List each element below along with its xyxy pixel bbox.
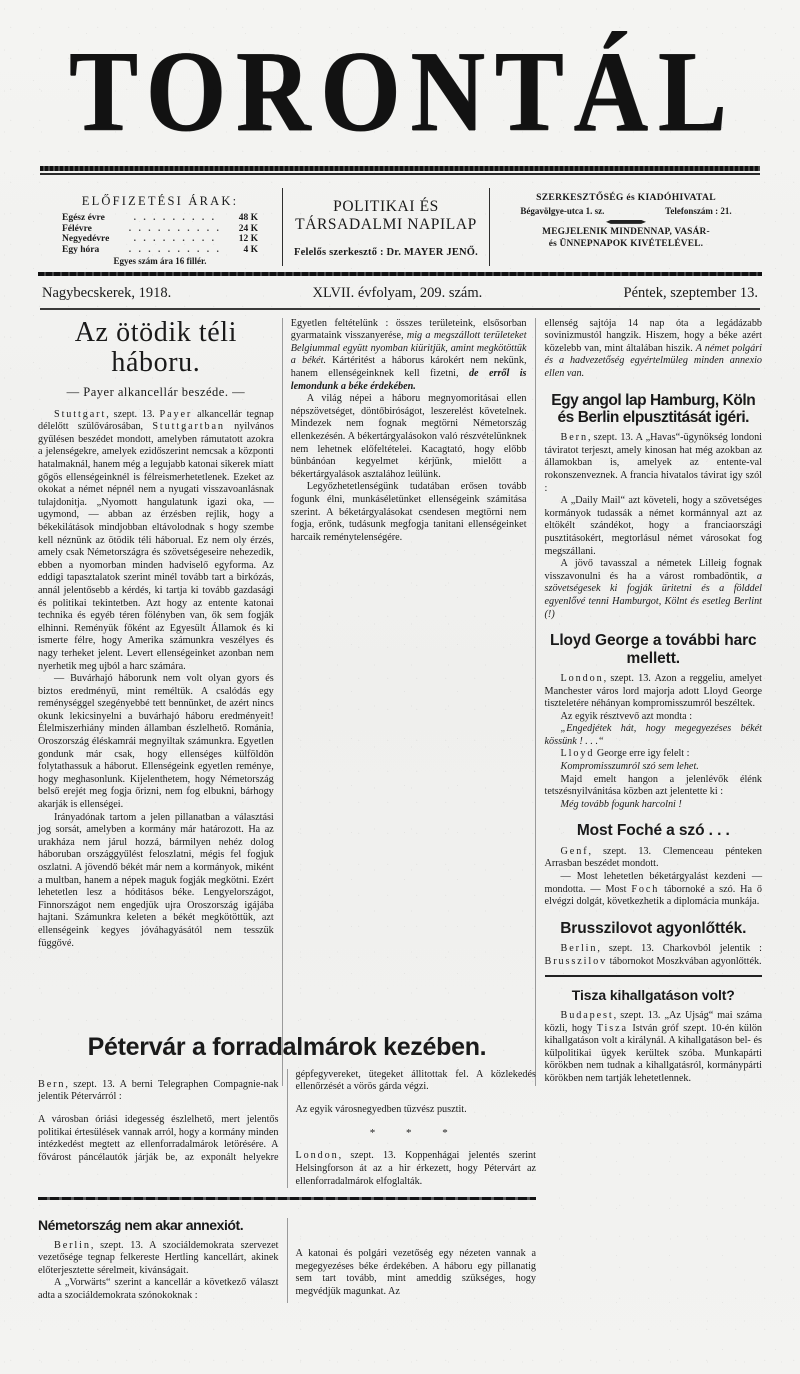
dateline-stuttgartban: Stuttgartban	[152, 421, 225, 433]
dateline-bern-2: Bern	[38, 1078, 66, 1090]
office-phone: Telefonszám : 21.	[665, 205, 732, 216]
dateline-genf: Genf	[560, 845, 589, 857]
price-value: 4 K	[243, 244, 258, 255]
lloyd-paragraph-3: Lloyd George erre igy felelt :	[560, 748, 690, 760]
annexio-article	[38, 1218, 536, 1303]
annexio-paragraph-2: A „Vorwärts“ szerint a kancellár a következő választ adta a szociáldemokrata szónokoknak :	[38, 1277, 279, 1302]
masthead-rule-thick	[40, 166, 760, 171]
price-label: Egy hóra	[62, 244, 100, 255]
annexio-paragraph-1: Berlin, szept. 13. A szociáldemokrata szervezet vezetősége tegnap felkereste Hertling kancellárt, akinek előterjesztette sérelmeit, kivánságait.	[38, 1239, 279, 1276]
masthead-rule-thin	[40, 173, 760, 175]
petervar-bottom-rule	[38, 1197, 536, 1200]
lead-subheadline: — Payer alkancellár beszéde. —	[66, 385, 246, 400]
lead-paragraph-3: Irányadónak tartom a jelen pillanatban a választási jog sorsát, amelyben a kormány már határozott. Ha az urakháza nem járul hozzá, bármilyen nehéz dolog háboruban országgyűlést feloszlatni, mégis fel fogjuk oszlatni. A jövendő békét már nem a kormányok, miként a multban, hanem a népek maguk fogják megkötni. Ezért lehetetlen lesz a hóditásos béke. Lengyelországot, Finnországot nem engedjük ujra Oroszország igájába hajtani. Számunkra keleten a békét megkötöttük, azt ellenségeink kegyes jóváhagyásától nem tesszük függővé.	[38, 811, 274, 949]
petervar-paragraph-3: Az egyik városnegyedben tüzvész pusztit.	[295, 1103, 467, 1115]
column-one	[38, 318, 282, 1086]
lloyd-paragraph-1: London, szept. 13. Azon a reggeliu, amelyet Manchester város lord majorja adott Lloyd George tiszteletére néhányan kompromisszumról beszéltek.	[544, 672, 763, 710]
annexio-body-right	[296, 1218, 537, 1298]
lead-paragraph-5: A világ népei a háboru megnyomoritásai ellen népszövetséget, döntőbiróságot, leszerelést követelnek. Mindezek nem fognak megtörni Németország ellenkezésén. A békertárgyalásokon való részvételünknek nem lehetnek előfeltételei. Kacagtató, hogy előbb bünbánóan kegyelmet kérjünk, mielőtt a békertárgyalások asztalához leülünk.	[290, 393, 527, 480]
header-info-strip	[38, 182, 762, 270]
lloyd-paragraph-4: Majd emelt hangon a jelenlévők élénk tetszésnyilvánitása közben azt jelentette ki :	[544, 773, 763, 798]
annexio-body-left	[38, 1240, 279, 1303]
lead-paragraph-2: — Buvárhajó háborunk nem volt olyan gyors és biztos eredményű, mint reméltük. A csalódás egy reménységgel szegényebbé tett bennünket, de azért nincs okunk lekicsinyelni a buvárhajó háboru eredményeit! Élelmiszerhiány minden államban észlelhető. Románia, Oroszország éléskamrái megnyiltak számunkra. Egyetlen gondunk már csak, hogy ellenséges külföldön folytathassuk a háborut. Ellenségeink egyetlen reménye, hogy meghasonlunk. Kijelenthetem, hogy Németország belső erejét meg fogja őrizni, nem fog elbukni, bárhogy akarják is ellenségei.	[38, 673, 274, 811]
dateline-issue: XLVII. évfolyam, 209. szám.	[312, 285, 483, 302]
price-label: Egész évre	[62, 213, 105, 224]
dateline-date: Péntek, szeptember 13.	[623, 285, 758, 302]
dateline-budapest: Budapest	[560, 1010, 614, 1021]
price-dots: . . . . . . . . .	[133, 213, 217, 224]
name-foch: Foch	[631, 883, 660, 895]
subscription-prices-box	[38, 188, 282, 266]
office-contact	[490, 206, 762, 216]
publication-schedule-line1: MEGJELENIK MINDENNAP, VASÁR-	[542, 226, 710, 237]
newspaper-title: TORONTÁL	[69, 27, 737, 156]
office-info-box	[490, 188, 762, 266]
editor-line: Felelős szerkesztő : Dr. MAYER JENŐ.	[293, 246, 479, 258]
lloyd-quote-3: Még tovább fogunk harcolni !	[560, 798, 682, 810]
annexio-col-one	[38, 1218, 287, 1303]
dateline-london: London	[560, 672, 604, 684]
paper-type-box	[282, 188, 490, 266]
price-row	[62, 245, 258, 256]
angol-lap-paragraph-1: Bern, szept. 13. A „Havas“-ügynökség londoni táviratot terjeszt, amely kinosan hat még azokban az államokban is, amelyek az entente-val rokonszenveznek. A francia hivatalos távirat igy szól :	[544, 432, 763, 494]
name-brusszilov: Brusszilov	[544, 955, 608, 967]
price-row	[62, 234, 258, 245]
name-tisza: Tisza	[596, 1022, 628, 1034]
brusszilov-paragraph-1: Berlin, szept. 13. Charkovból jelentik : Brusszilov tábornokot Moszkvában agyonlőtték.	[544, 943, 763, 967]
price-dots: . . . . . . . . . .	[128, 223, 222, 234]
annexio-paragraph-3: A katonai és polgári vezetőség egy nézeten vannak a megegyezéses béke érdekében. A háboru egy pillanatig sem tart tovább, mint ameddig szükséges, hogy megvédjük magunkat. Az	[295, 1248, 536, 1297]
main-content	[38, 318, 762, 1086]
lead-headline: Az ötödik téli háboru.	[74, 316, 238, 379]
dateline-bern: Bern	[560, 432, 588, 444]
headline-angol-lap: Egy angol lap Hamburg, Köln és Berlin elpusztitását igéri.	[551, 391, 756, 426]
office-address: Bégavölgye-utca 1. sz.	[520, 205, 605, 216]
name-lloyd: Lloyd	[560, 748, 595, 760]
paper-type: POLITIKAI ÉS TÁRSADALMI NAPILAP	[295, 197, 477, 233]
headline-brusszilov: Brusszilovot agyonlőtték.	[560, 919, 747, 937]
lead-paragraph-1: Stuttgart, szept. 13. Payer alkancellár tegnap délelőtt szülővárosában, Stuttgartban nyilvános gyűlésen beszédet mondott, amelyben rámutatott azokra a jelenségekre, amelyek ezidőszerint nemcsak a központi hatalmaknál, hanem még a legujabb katonai sikerek miatt gőgös ellenségeinknél is félreismerhetetlenek. Ezeket az okokat a német népnél nem a nyugati visszavoanlásnak tulajdonitja. „Nyomott hangulatunk igazi oka, — ugymond, — abban az érzésben rejlik, hogy a békekilátások mindjobban eltávolodnak s hogy szembe kell néznünk az ötödik téli háborual. Ez nem oly érzés, amely csak Németországra és szövetségeseire nehezedik, ebben a nyomorban minden hadviselő egyforma. Az eddigi tapasztalatok szerint minél tovább tart a birkózás, annál jelentősebb a kérdés, ki tartja ki tovább gazdasági és politikai tekintetben. Azt hogy az entente katonai technika és egyéb téren fölényben van, ők sem fogják elhinni. Reményük főként az Egyesült Államok és ki ismerte félre, hogy Amerika számunkra veszélyes és nagy terheket jelent. Levert ellenségeinket azonban nem nyerhetik meg ujból a harc számára.	[38, 408, 274, 672]
dateline-rule	[40, 308, 760, 309]
petervar-article	[38, 1022, 536, 1207]
office-heading: SZERKESZTŐSÉG és KIADÓHIVATAL	[536, 191, 716, 203]
price-row	[62, 213, 258, 224]
price-label: Félévre	[62, 223, 92, 234]
lloyd-quote-2: Kompromisszumról szó sem lehet.	[560, 761, 699, 773]
section-rule-tisza	[545, 975, 762, 977]
foche-paragraph-2: — Most lehetetlen béketárgyalást kezdeni — mondotta. — Most Foch tábornoké a szó. Ha ő elvégzi dolgát, következhetik a diplomácia munkája.	[544, 871, 763, 908]
annexio-col-two	[287, 1218, 537, 1303]
petervar-star-divider: * * *	[369, 1126, 462, 1139]
dateline-berlin-2: Berlin	[54, 1239, 91, 1251]
col3-continuation: ellenség sajtója 14 nap óta a legádázabb sovinizmustól hangzik. Hiszem, hogy a béke azért közelebb van, mint általában hiszik. A német polgári és a hadvezetőség egyértelmüleg minden annexio ellen van.	[544, 317, 763, 379]
price-value: 12 K	[238, 234, 258, 245]
price-dots: . . . . . . . . . .	[128, 244, 222, 255]
dateline-payer: Payer	[159, 408, 193, 420]
petervar-paragraph-2: A városban óriási idegesség észlelhető, mert jelentős politikai értesülések vannak arról, hogy a kormány minden intézkedést megtett az ellenforradalmárok letörésére. A fővárost páncélautók járják be, az exponált helyekre gépfegyvereket, ütegeket állitottak fel. A közlekedés ellenőrzését a vörös gárda végzi.	[38, 1068, 536, 1163]
tisza-paragraph-1: Budapest, szept. 13. „Az Ujság“ mai száma közli, hogy Tisza István gróf szept. 10-én külön kihallgatáson volt a királynál. A kihallgatáson bel- és külpolitikai ügyek kerültek szóba. Munkapárti körökben nem tudnak a kihallgatásról, kormánypárti körökben nem tartják lehetetlennek.	[544, 1010, 763, 1084]
lloyd-quote-1: „Engedjétek hát, hogy megegyezéses békét kössünk ! . . .“	[544, 723, 763, 747]
price-label: Negyedévre	[62, 234, 110, 245]
dateline-bar	[38, 276, 762, 308]
publication-schedule-line2: és ÜNNEPNAPOK KIVÉTELÉVEL.	[548, 238, 704, 249]
headline-petervar: Pétervár a forradalmárok kezében.	[87, 1033, 487, 1061]
headline-most-foche: Most Foché a szó . . .	[576, 822, 730, 840]
petervar-paragraph-1: Bern, szept. 13. A berni Telegraphen Compagnie-nak jelentik Pétervárról :	[38, 1078, 279, 1103]
price-table	[62, 213, 258, 255]
dateline-place: Nagybecskerek, 1918.	[42, 285, 172, 302]
column-two	[282, 318, 536, 1086]
lead-paragraph-4: Egyetlen feltételünk : összes területeink, elsősorban gyarmataink visszanyerése, mig a megszállott területeket Belgiummal együtt nyomban kiüritjük, amint megkötöttük a békét. Kártéritést a háborus károkért nem nekünk, hanem ellenségeinknek kell fizetni, de erről is lemondunk a béke érdekében.	[290, 317, 527, 392]
dateline-berlin: Berlin	[560, 943, 598, 955]
lead-paragraph-6: Legyőzhetetlenségünk tudatában erősen tovább fogunk élni, munkáséletünket ellenségeink számitása szerint. A béketárgyalásokat csendesen megtörni nem fogja, erőnk, tudásunk megfogja tanitani ellenségeinket harcaik reménytelenségére.	[290, 481, 527, 543]
foche-paragraph-1: Genf, szept. 13. Clemenceau pénteken Arrasban beszédet mondott.	[544, 845, 763, 870]
lloyd-paragraph-2: Az egyik résztvevő azt mondta :	[560, 710, 693, 722]
subscription-heading: ELŐFIZETÉSI ÁRAK:	[81, 193, 239, 208]
price-value: 24 K	[238, 223, 258, 234]
angol-lap-paragraph-2: A „Daily Mail“ azt követeli, hogy a szövetséges kormányok tudassák a német kormánnyal azt az eltökélt szándékot, hogy a franciaországi pusztitásokért, megtorlásul német városokat fog megszállani.	[544, 495, 763, 557]
single-copy-price: Egyes szám ára 16 fillér.	[113, 256, 207, 267]
headline-tisza: Tisza kihallgatáson volt?	[571, 987, 735, 1004]
dateline-london-2: London	[295, 1150, 339, 1162]
petervar-paragraph-4: London, szept. 13. Koppenhágai jelentés szerint Helsingforson át az a hir érkezett, hogy Pétervárt az ellenforradalmárok elfoglalták.	[295, 1150, 536, 1187]
petervar-body	[38, 1069, 536, 1189]
ornament-divider-icon	[606, 220, 646, 224]
headline-annexio: Németország nem akar annexiót.	[38, 1217, 244, 1233]
price-row	[62, 223, 258, 234]
angol-lap-paragraph-3: A jövő tavasszal a németek Lilleig fognak visszavonulni és ha a várost rombadöntik, a szövetségesek ki fogják üritetni és a földdel egyenlővé tenni Hamburgot, Kölnt és esetleg Berlint (!)	[544, 558, 763, 620]
masthead	[38, 0, 762, 175]
column-three	[536, 318, 762, 1086]
dateline-stuttgart: Stuttgart	[54, 408, 107, 420]
price-dots: . . . . . . . . .	[133, 234, 217, 245]
price-value: 48 K	[238, 213, 258, 224]
headline-lloyd-george: Lloyd George a további harc mellett.	[549, 632, 757, 667]
